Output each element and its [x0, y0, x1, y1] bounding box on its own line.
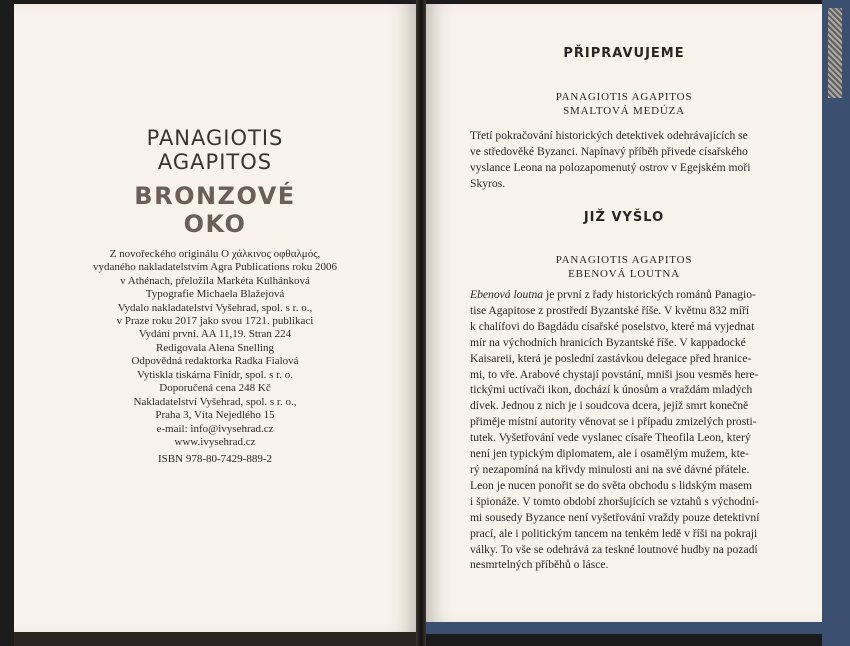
book-title-italic: Ebenová loutna	[470, 288, 544, 301]
upcoming-title: SMALTOVÁ MEDÚZA	[563, 105, 685, 117]
imprint-line: Odpovědná redaktorka Radka Fialová	[131, 355, 299, 368]
paragraph-line: Leon je nucen ponořit se do světa obchodu s lidským masem	[470, 478, 753, 492]
author-name-line1: PANAGIOTIS	[146, 126, 284, 150]
book-cover-edge	[822, 0, 850, 646]
upcoming-heading: PŘIPRAVUJEME	[563, 46, 685, 61]
paragraph-line: k chalífovi do Bagdádu císařské poselstvo, které má vyjednat	[470, 319, 755, 333]
paragraph-line: i špionáže. V tomto období zhoršujících se vztahů s východní-	[470, 494, 759, 508]
imprint-line: Doporučená cena 248 Kč	[159, 382, 271, 395]
left-page	[14, 4, 416, 632]
imprint-line: Vydání první. AA 11,19. Stran 224	[138, 328, 292, 341]
paragraph-line: rý nezapomíná na křivdy minulosti ani na své dávné přátele.	[470, 462, 750, 476]
imprint-line: Redigovala Alena Snelling	[156, 341, 274, 354]
published-heading: JIŽ VYŠLO	[583, 210, 665, 225]
upcoming-author: PANAGIOTIS AGAPITOS	[555, 91, 693, 103]
publisher-website: www.ivysehrad.cz	[174, 436, 256, 449]
paragraph-line: není jen typickým diplomatem, ale i osamělým mužem, kte-	[470, 447, 749, 461]
paragraph-line: ve středověké Byzanci. Napínavý příběh přivede císařského	[470, 144, 748, 158]
paragraph-line: mi sousedy Byzance není vyšetřování vraždy pouze detektivní	[470, 510, 760, 524]
paragraph-line: Třetí pokračování historických detektivek odehrávajících se	[470, 129, 748, 142]
paragraph-line: nesmrtelných příběhů o lásce.	[470, 558, 609, 572]
book-gutter	[416, 0, 426, 646]
paragraph-line: tickými uctívači ikon, dochází k únosům a vraždám mladých	[470, 383, 753, 397]
imprint-block	[74, 248, 356, 395]
right-page	[426, 4, 822, 622]
upcoming-description	[470, 128, 800, 192]
paragraph-line: prací, ale i politickým tancem na tenkém ledě v říši na pokraji	[470, 526, 758, 540]
author-name-line2: AGAPITOS	[157, 150, 273, 174]
imprint-line: Vytiskla tiskárna Finidr, spol. s r. o.	[136, 368, 293, 381]
paragraph-line: Kaisareii, která je poslední zastávkou delegace před hranice-	[470, 351, 752, 365]
imprint-line: v Athénach, přeložila Markéta Kulhánková	[120, 274, 310, 287]
paragraph-line: tise Agapitose z prostředí Byzantské říše. V květnu 832 míří	[470, 303, 750, 317]
imprint-line: Typografie Michaela Blažejová	[145, 288, 285, 301]
paragraph-line	[470, 287, 800, 303]
paragraph-line: Skyros.	[470, 176, 506, 190]
paragraph-line: tutek. Vyšetřování vede vyslanec císaře Theofila Leon, který	[470, 431, 751, 445]
publisher-name: Nakladatelství Vyšehrad, spol. s r. o.,	[133, 396, 297, 408]
publisher-email: e-mail: info@ivysehrad.cz	[156, 422, 274, 435]
book-title-line1: BRONZOVÉ	[134, 182, 296, 210]
paragraph-line: dívek. Jednou z nich je i soudcova dcera, jejíž smrt konečně	[470, 399, 749, 413]
imprint-line: Z novořeckého originálu O χάλκινος οφθαλμός,	[109, 248, 321, 260]
paragraph-line: přiměje místní autority věnovat se i případu zmizelých prosti-	[470, 415, 757, 429]
imprint-line: vydaného nakladatelstvím Agra Publications roku 2006	[92, 261, 338, 274]
cover-bottom-edge	[426, 622, 822, 634]
published-description	[470, 287, 800, 573]
imprint-line: Vydalo nakladatelství Vyšehrad, spol. s r. o.,	[117, 301, 313, 314]
imprint-line: v Praze roku 2017 jako svou 1721. publikaci	[116, 315, 314, 328]
paragraph-line: mi, to vře. Arabové chystají povstání, mniši jsou vesměs here-	[470, 367, 759, 381]
paragraph-line: války. To vše se odehrává za teskné loutnové hudby na pozadí	[470, 542, 758, 556]
left-page-bottom-edge	[14, 632, 416, 646]
paragraph-text: je první z řady historických románů Panagio-	[543, 288, 756, 301]
published-author: PANAGIOTIS AGAPITOS	[555, 254, 693, 266]
paragraph-line: mír na východních hranicích Byzantské říše. V kappadocké	[470, 335, 746, 349]
publisher-address: Praha 3, Víta Nejedlého 15	[155, 409, 275, 422]
paragraph-line: vyslance Leona na polozapomenutý ostrov v Egejském moři	[470, 160, 751, 174]
isbn: ISBN 978-80-7429-889-2	[158, 453, 272, 465]
publisher-contact-block	[74, 396, 356, 450]
published-book-ref	[426, 253, 822, 281]
book-title-line2: OKO	[183, 210, 247, 238]
upcoming-book-ref	[426, 90, 822, 118]
published-title: EBENOVÁ LOUTNA	[568, 268, 680, 280]
